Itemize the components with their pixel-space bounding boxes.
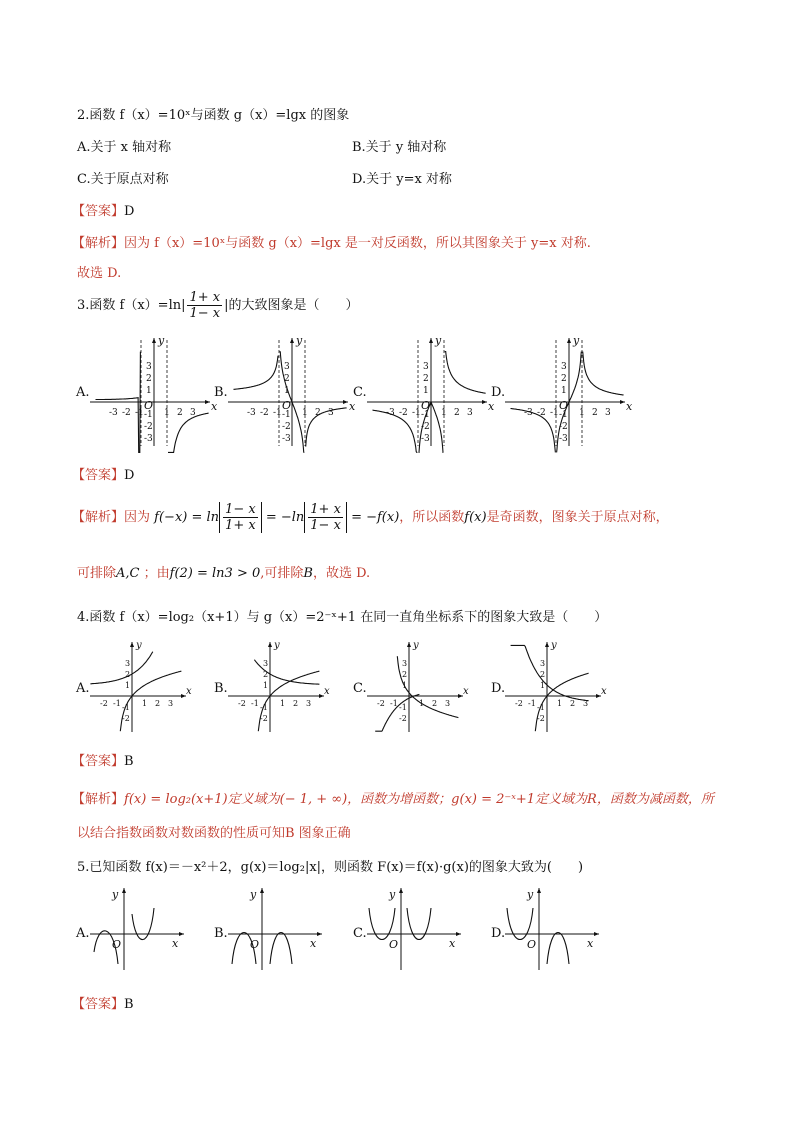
x-tick-label: -2 bbox=[377, 699, 385, 708]
x-axis-label: x bbox=[601, 686, 607, 697]
y-tick-label: -1 bbox=[122, 703, 130, 712]
y-tick-label: 1 bbox=[540, 681, 546, 690]
answer-tag: 【答案】 bbox=[72, 204, 125, 219]
y-tick-label: -1 bbox=[144, 410, 153, 420]
answer-tag: 【答案】 bbox=[72, 754, 125, 769]
y-tick-label: 2 bbox=[402, 670, 408, 679]
q5-graph-c bbox=[365, 884, 465, 974]
y-tick-label: -1 bbox=[260, 703, 268, 712]
analysis-text: 因为 bbox=[124, 510, 151, 525]
y-tick-label: 3 bbox=[146, 362, 152, 372]
frac2 bbox=[308, 502, 343, 533]
x-tick-label: -1 bbox=[273, 408, 282, 418]
formula-part: = −f(x) bbox=[351, 510, 400, 525]
y-tick-label: -3 bbox=[144, 434, 153, 444]
x-tick-label: 1 bbox=[164, 408, 170, 418]
x-axis-label: x bbox=[324, 686, 330, 697]
answer-tag: 【答案】 bbox=[72, 468, 125, 483]
y-tick-label: 1 bbox=[402, 681, 408, 690]
y-axis-arrow bbox=[152, 338, 156, 343]
x-tick-label: -1 bbox=[113, 699, 121, 708]
q2-option-b: B.关于 y 轴对称 bbox=[352, 140, 447, 155]
y-tick-label: -1 bbox=[421, 410, 430, 420]
x-axis-label: x bbox=[587, 937, 594, 950]
x-tick-label: 3 bbox=[605, 408, 611, 418]
x-tick-label: 2 bbox=[293, 699, 299, 708]
y-axis-label: y bbox=[551, 640, 557, 651]
q5-option-d-label: D. bbox=[491, 926, 506, 941]
y-tick-label: -1 bbox=[282, 410, 291, 420]
q5-graph-a bbox=[88, 884, 188, 974]
y-tick-label: -1 bbox=[537, 703, 545, 712]
y-tick-label: 1 bbox=[263, 681, 269, 690]
x-tick-label: 3 bbox=[445, 699, 451, 708]
x-tick-label: -2 bbox=[122, 408, 131, 418]
x-tick-label: 1 bbox=[280, 699, 286, 708]
x-tick-label: 2 bbox=[177, 408, 183, 418]
q3-option-d-label: D. bbox=[491, 385, 506, 400]
x-axis-label: x bbox=[626, 400, 633, 413]
y-axis-arrow bbox=[268, 642, 272, 647]
q4-graph-d bbox=[501, 638, 611, 734]
formula-part: f(x) bbox=[464, 510, 487, 525]
x-axis-label: x bbox=[349, 400, 356, 413]
q3-option-c-label: C. bbox=[353, 385, 367, 400]
analysis-text: ；由 bbox=[143, 566, 170, 581]
formula-part: B bbox=[303, 566, 313, 581]
y-tick-label: 3 bbox=[284, 362, 290, 372]
y-tick-label: 3 bbox=[540, 659, 546, 668]
q3-option-a-label: A. bbox=[76, 385, 90, 400]
x-tick-label: -3 bbox=[524, 408, 533, 418]
x-axis-arrow bbox=[482, 400, 487, 404]
exp-curve bbox=[90, 652, 152, 684]
answer-value: D bbox=[124, 204, 135, 219]
curve-left bbox=[507, 908, 533, 940]
fraction-denominator: 1− x bbox=[310, 518, 341, 533]
y-tick-label: 1 bbox=[125, 681, 131, 690]
x-axis-arrow bbox=[456, 932, 461, 936]
y-tick-label: 3 bbox=[125, 659, 131, 668]
x-tick-label: -2 bbox=[515, 699, 523, 708]
curve-right bbox=[547, 933, 569, 965]
q3-option-b-label: B. bbox=[214, 385, 228, 400]
curve-right bbox=[270, 933, 292, 965]
analysis-text: 是奇函数，图象关于原点对称， bbox=[486, 510, 669, 525]
y-tick-label: 3 bbox=[561, 362, 567, 372]
fraction-denominator: 1− x bbox=[189, 306, 221, 321]
analysis-text: 可排除 bbox=[77, 566, 117, 581]
q5-option-b-label: B. bbox=[214, 926, 228, 941]
x-axis-label: x bbox=[488, 400, 495, 413]
x-axis-label: x bbox=[310, 937, 317, 950]
curve-right bbox=[132, 908, 154, 940]
x-tick-label: 3 bbox=[328, 408, 334, 418]
y-axis-label: y bbox=[158, 334, 165, 347]
y-axis-arrow bbox=[537, 888, 541, 893]
q4-graph-c bbox=[363, 638, 473, 734]
analysis-text: ,可排除 bbox=[260, 566, 304, 581]
x-tick-label: 2 bbox=[592, 408, 598, 418]
origin-label: O bbox=[282, 399, 292, 412]
q3-graph-a bbox=[86, 334, 216, 452]
y-tick-label: -2 bbox=[122, 714, 130, 723]
q3-stem-prefix: 3.函数 f（x）=ln| bbox=[77, 298, 186, 313]
q5-option-a-label: A. bbox=[76, 926, 90, 941]
q4-option-b-label: B. bbox=[214, 681, 228, 696]
x-tick-label: 3 bbox=[306, 699, 312, 708]
origin-label: O bbox=[527, 938, 537, 951]
formula-part: f(2) = ln3 > 0 bbox=[169, 566, 261, 581]
q3-stem-fraction bbox=[187, 290, 222, 321]
q4-analysis bbox=[72, 788, 714, 807]
abs-frac2 bbox=[304, 502, 347, 533]
x-tick-label: 3 bbox=[190, 408, 196, 418]
q3-graph-b bbox=[224, 334, 354, 452]
analysis-tag: 【解析】 bbox=[72, 792, 125, 807]
y-tick-label: -1 bbox=[559, 410, 568, 420]
formula-part: A,C bbox=[116, 566, 140, 581]
y-axis-label: y bbox=[296, 334, 303, 347]
y-tick-label: 1 bbox=[423, 386, 429, 396]
analysis-tag: 【解析】 bbox=[72, 236, 125, 251]
y-axis-arrow bbox=[545, 642, 549, 647]
origin-label: O bbox=[250, 938, 260, 951]
fraction-denominator: 1+ x bbox=[225, 518, 256, 533]
x-tick-label: -1 bbox=[412, 408, 421, 418]
y-tick-label: 3 bbox=[402, 659, 408, 668]
fraction-numerator: 1+ x bbox=[310, 502, 341, 517]
y-tick-label: -2 bbox=[260, 714, 268, 723]
q2-option-a: A.关于 x 轴对称 bbox=[77, 140, 172, 155]
x-tick-label: -2 bbox=[100, 699, 108, 708]
x-tick-label: 3 bbox=[168, 699, 174, 708]
analysis-text: ，故选 D. bbox=[312, 566, 371, 581]
x-tick-label: 2 bbox=[432, 699, 438, 708]
x-axis-label: x bbox=[463, 686, 469, 697]
x-tick-label: 2 bbox=[454, 408, 460, 418]
x-tick-label: 1 bbox=[142, 699, 148, 708]
formula-part: = −ln bbox=[265, 510, 305, 525]
y-axis-label: y bbox=[136, 640, 142, 651]
y-tick-label: 2 bbox=[263, 670, 269, 679]
q2-option-d: D.关于 y=x 对称 bbox=[352, 172, 452, 187]
q3-graph-d bbox=[501, 334, 631, 452]
y-axis-arrow bbox=[260, 888, 264, 893]
x-tick-label: -1 bbox=[390, 699, 398, 708]
y-tick-label: -3 bbox=[421, 434, 430, 444]
y-tick-label: 2 bbox=[146, 374, 152, 384]
x-axis-arrow bbox=[594, 932, 599, 936]
curve-right bbox=[306, 408, 347, 447]
y-axis-arrow bbox=[429, 338, 433, 343]
q2-stem: 2.函数 f（x）=10ˣ与函数 g（x）=lgx 的图象 bbox=[77, 108, 350, 123]
y-axis-label: y bbox=[250, 888, 257, 901]
q4-graph-a bbox=[86, 638, 196, 734]
x-tick-label: 1 bbox=[441, 408, 447, 418]
y-tick-label: -2 bbox=[537, 714, 545, 723]
q4-option-c-label: C. bbox=[353, 681, 367, 696]
q3-analysis-line1 bbox=[72, 502, 669, 533]
frac1 bbox=[223, 502, 258, 533]
origin-label: O bbox=[112, 938, 122, 951]
q4-analysis-line2: 以结合指数函数对数函数的性质可知B 图象正确 bbox=[77, 826, 351, 841]
x-tick-label: -2 bbox=[399, 408, 408, 418]
x-axis-label: x bbox=[186, 686, 192, 697]
q2-answer bbox=[72, 200, 134, 219]
y-tick-label: 2 bbox=[540, 670, 546, 679]
q4-answer bbox=[72, 750, 134, 769]
abs-frac1 bbox=[219, 502, 262, 533]
y-tick-label: 2 bbox=[284, 374, 290, 384]
analysis-text: f(x) = log₂(x+1)定义域为(− 1, + ∞)，函数为增函数；g(x) = 2⁻ˣ+1定义域为R，函数为减函数，所 bbox=[124, 792, 714, 807]
y-tick-label: -2 bbox=[282, 422, 291, 432]
x-tick-label: -1 bbox=[550, 408, 559, 418]
x-axis-arrow bbox=[343, 400, 348, 404]
q4-option-d-label: D. bbox=[491, 681, 506, 696]
x-axis-arrow bbox=[317, 932, 322, 936]
x-tick-label: -1 bbox=[251, 699, 259, 708]
q3-answer bbox=[72, 464, 134, 483]
x-tick-label: 2 bbox=[315, 408, 321, 418]
q5-option-c-label: C. bbox=[353, 926, 367, 941]
answer-value: B bbox=[124, 754, 134, 769]
y-tick-label: -1 bbox=[399, 703, 407, 712]
curve-right bbox=[168, 413, 209, 452]
y-axis-label: y bbox=[527, 888, 534, 901]
q5-graph-d bbox=[503, 884, 603, 974]
origin-label: O bbox=[421, 399, 431, 412]
q2-conclusion: 故选 D. bbox=[77, 266, 122, 281]
y-tick-label: -2 bbox=[399, 714, 407, 723]
y-axis-arrow bbox=[399, 888, 403, 893]
curve-left bbox=[511, 409, 556, 453]
x-tick-label: 3 bbox=[583, 699, 589, 708]
x-tick-label: 3 bbox=[467, 408, 473, 418]
x-tick-label: 2 bbox=[155, 699, 161, 708]
x-tick-label: -2 bbox=[537, 408, 546, 418]
formula-part: f(−x) = ln bbox=[154, 510, 220, 525]
answer-tag: 【答案】 bbox=[72, 997, 125, 1012]
curve-right bbox=[445, 352, 486, 394]
origin-label: O bbox=[559, 399, 569, 412]
y-tick-label: 2 bbox=[423, 374, 429, 384]
q3-stem-suffix: |的大致图象是（ ） bbox=[224, 298, 359, 313]
y-axis-arrow bbox=[122, 888, 126, 893]
y-axis-label: y bbox=[435, 334, 442, 347]
curve-right bbox=[583, 352, 624, 395]
y-tick-label: 1 bbox=[146, 386, 152, 396]
origin-label: O bbox=[144, 399, 154, 412]
q3-stem bbox=[77, 290, 359, 321]
y-axis-label: y bbox=[389, 888, 396, 901]
x-tick-label: -3 bbox=[247, 408, 256, 418]
x-tick-label: 1 bbox=[419, 699, 425, 708]
y-tick-label: 2 bbox=[561, 374, 567, 384]
y-tick-label: -2 bbox=[421, 422, 430, 432]
y-tick-label: 1 bbox=[284, 386, 290, 396]
y-tick-label: 2 bbox=[125, 670, 131, 679]
x-tick-label: -3 bbox=[386, 408, 395, 418]
curve-left bbox=[234, 356, 279, 390]
y-tick-label: -3 bbox=[559, 434, 568, 444]
curve-left bbox=[373, 410, 418, 452]
q5-answer bbox=[72, 993, 134, 1012]
y-axis-arrow bbox=[407, 642, 411, 647]
x-tick-label: -2 bbox=[238, 699, 246, 708]
q3-graph-c bbox=[363, 334, 493, 452]
y-tick-label: 1 bbox=[561, 386, 567, 396]
y-axis-arrow bbox=[290, 338, 294, 343]
y-tick-label: -3 bbox=[282, 434, 291, 444]
x-tick-label: -3 bbox=[109, 408, 118, 418]
fraction-numerator: 1+ x bbox=[189, 290, 221, 305]
x-tick-label: -2 bbox=[260, 408, 269, 418]
curve-right bbox=[407, 908, 431, 940]
q4-stem: 4.函数 f（x）=log₂（x+1）与 g（x）=2⁻ˣ+1 在同一直角坐标系下的图象大致是（ ） bbox=[77, 610, 608, 625]
q2-option-c: C.关于原点对称 bbox=[77, 172, 169, 187]
x-tick-label: -1 bbox=[528, 699, 536, 708]
q3-analysis-line2 bbox=[77, 562, 370, 581]
x-axis-label: x bbox=[449, 937, 456, 950]
analysis-tag: 【解析】 bbox=[72, 510, 125, 525]
curve-left bbox=[369, 908, 395, 940]
x-axis-arrow bbox=[179, 932, 184, 936]
origin-label: O bbox=[389, 938, 399, 951]
x-tick-label: 1 bbox=[302, 408, 308, 418]
fraction-numerator: 1− x bbox=[225, 502, 256, 517]
q2-analysis bbox=[72, 232, 591, 251]
answer-value: B bbox=[124, 997, 134, 1012]
y-tick-label: 3 bbox=[263, 659, 269, 668]
x-axis-arrow bbox=[620, 400, 625, 404]
y-axis-label: y bbox=[112, 888, 119, 901]
y-axis-label: y bbox=[573, 334, 580, 347]
answer-value: D bbox=[124, 468, 135, 483]
y-tick-label: -2 bbox=[559, 422, 568, 432]
x-tick-label: 1 bbox=[557, 699, 563, 708]
q5-graph-b bbox=[226, 884, 326, 974]
q5-stem: 5.已知函数 f(x)＝－x²＋2，g(x)＝log₂|x|，则函数 F(x)＝f(x)·g(x)的图象大致为( ) bbox=[77, 860, 584, 875]
q4-graph-b bbox=[224, 638, 334, 734]
y-tick-label: 3 bbox=[423, 362, 429, 372]
y-axis-arrow bbox=[567, 338, 571, 343]
x-axis-label: x bbox=[211, 400, 218, 413]
x-tick-label: -1 bbox=[135, 408, 144, 418]
x-axis-arrow bbox=[205, 400, 210, 404]
y-axis-label: y bbox=[413, 640, 419, 651]
y-tick-label: -2 bbox=[144, 422, 153, 432]
x-axis-label: x bbox=[172, 937, 179, 950]
y-axis-label: y bbox=[274, 640, 280, 651]
analysis-text: ，所以函数 bbox=[399, 510, 465, 525]
q4-option-a-label: A. bbox=[76, 681, 90, 696]
x-tick-label: 1 bbox=[579, 408, 585, 418]
y-axis-arrow bbox=[130, 642, 134, 647]
x-tick-label: 2 bbox=[570, 699, 576, 708]
analysis-text: 因为 f（x）=10ˣ与函数 g（x）=lgx 是一对反函数，所以其图象关于 y=x 对称. bbox=[124, 236, 591, 251]
